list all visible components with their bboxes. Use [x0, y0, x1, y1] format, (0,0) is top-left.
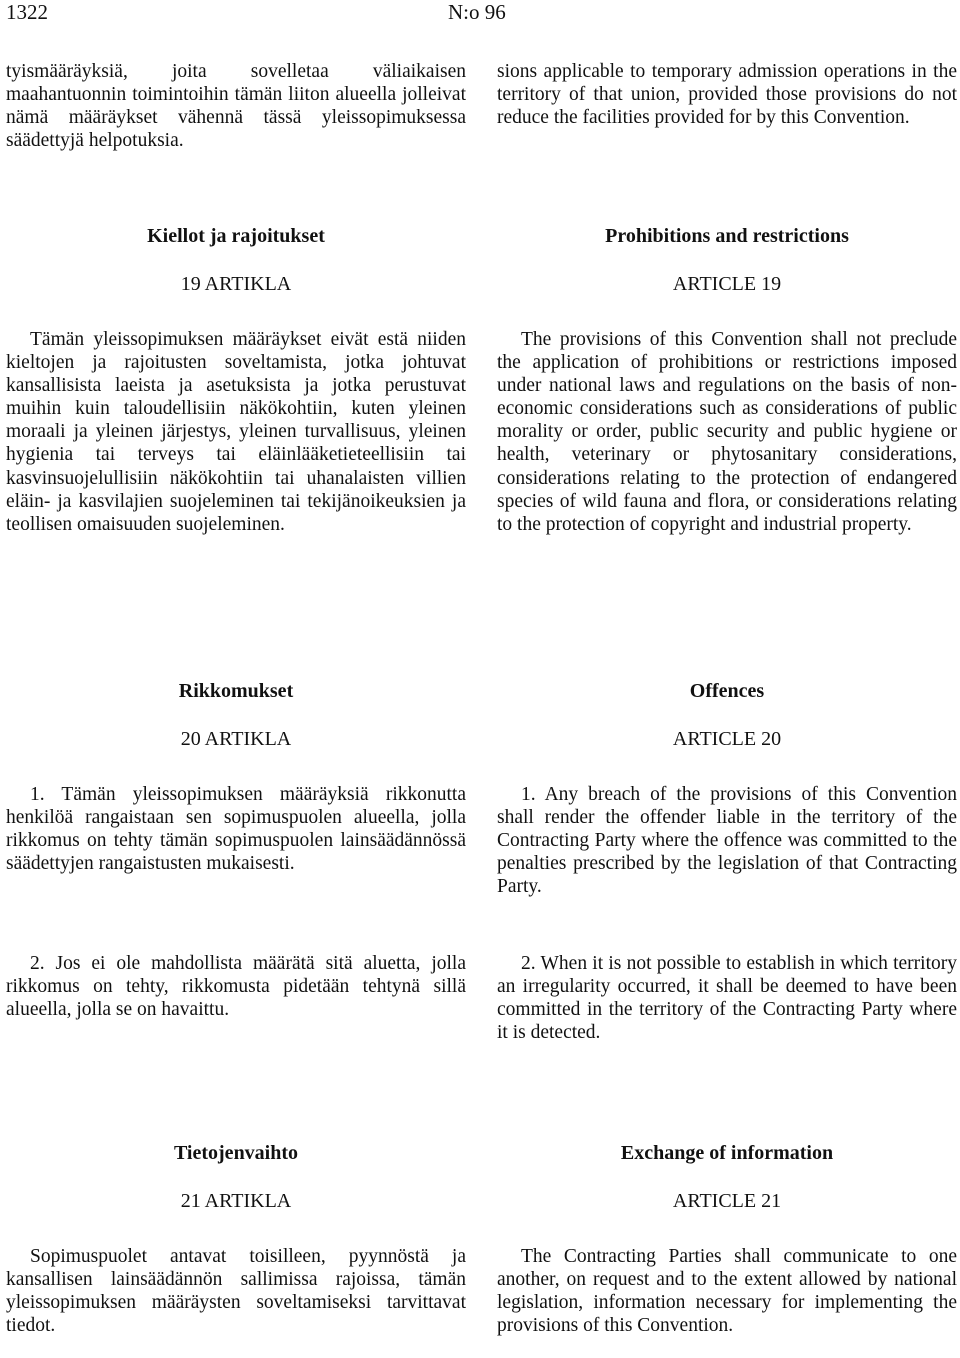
text-20-1-fi: 1. Tämän yleissopimuksen määräyksiä rikkonutta henkilöä rangaistaan sen sopimuspuolen alueella, jolla rikkomus on tehty tämän sopimuspuolen lainsäädännössä säädettyjen rangaistusten mukaisesti. [6, 784, 466, 875]
page-number: 1322 [6, 0, 48, 24]
article-21-fi: 21 ARTIKLA [180, 1190, 292, 1212]
heading-20-fi: Rikkomukset [178, 680, 294, 702]
text-20-2-fi: 2. Jos ei ole mahdollista määrätä sitä aluetta, jolla rikkomus on tehty, rikkomusta pidetään tehtynä sillä alueella, jolla se on havaittu. [6, 953, 466, 1021]
text-19-fi: Tämän yleissopimuksen määräykset eivät estä niiden kieltojen ja rajoitusten soveltamista, jotka johtuvat kansallisista laeista ja asetuksista ja jotka perustuvat muihin kuin taloudellisiin näkökohtiin, kuten yleinen moraali ja yleinen järjestys, yleinen turvallisuus, yleinen hygienia tai terveys tai eläinlääketieteellisiin tai kasvinsuojelullisiin näkökohtiin tai uhanalaisten villien eläin- ja kasvilajien suojeleminen tai tekijänoikeuksien ja teollisen omaisuuden suojeleminen. [6, 329, 466, 535]
series-number: N:o 96 [448, 0, 506, 24]
article-21-en: ARTICLE 21 [672, 1190, 782, 1212]
text-21-en: The Contracting Parties shall communicate to one another, on request and to the extent allowed by national legislation, information necessary for implementing the provisions of this Convention. [497, 1246, 957, 1337]
article-20-fi: 20 ARTIKLA [180, 728, 292, 750]
text-20-2-en: 2. When it is not possible to establish in which territory an irregularity occurred, it shall be deemed to have been committed in the territory of the Contracting Party where it is detected. [497, 953, 957, 1044]
text-20-1-en: 1. Any breach of the provisions of this Convention shall render the offender liable in the territory of the Contracting Party where the offence was committed to the penalties prescribed by the legislation of that Contracting Party. [497, 784, 957, 898]
text-19-en: The provisions of this Convention shall not preclude the application of prohibitions or restrictions imposed under national laws and regulations on the basis of non-economic considerations such as considerations of public morality or order, public security and public hygiene or health, veterinary or phytosanitary considerations, considerations relating to the protection of endangered species of wild fauna and flora, or considerations relating to the protection of copyright and industrial property. [497, 329, 957, 535]
heading-20-en: Offences [689, 680, 765, 702]
intro-fi: tyismääräyksiä, joita sovelletaa väliaikaisen maahantuonnin toimintoihin tämän liiton alueella jolleivat nämä määräykset vähennä tässä yleissopimuksessa säädettyjä helpotuksia. [6, 61, 466, 152]
article-19-en: ARTICLE 19 [672, 273, 782, 295]
heading-21-en: Exchange of information [620, 1142, 834, 1164]
heading-19-fi: Kiellot ja rajoitukset [147, 225, 325, 247]
heading-19-en: Prohibitions and restrictions [605, 225, 849, 247]
intro-en: sions applicable to temporary admission operations in the territory of that union, provided those provisions do not reduce the facilities provided for by this Convention. [497, 61, 957, 129]
article-20-en: ARTICLE 20 [672, 728, 782, 750]
text-21-fi: Sopimuspuolet antavat toisilleen, pyynnöstä ja kansallisen lainsäädännön sallimissa rajoissa, tämän yleissopimuksen määräysten soveltamiseksi tarvittavat tiedot. [6, 1246, 466, 1337]
article-19-fi: 19 ARTIKLA [180, 273, 292, 295]
heading-21-fi: Tietojenvaihto [173, 1142, 299, 1164]
